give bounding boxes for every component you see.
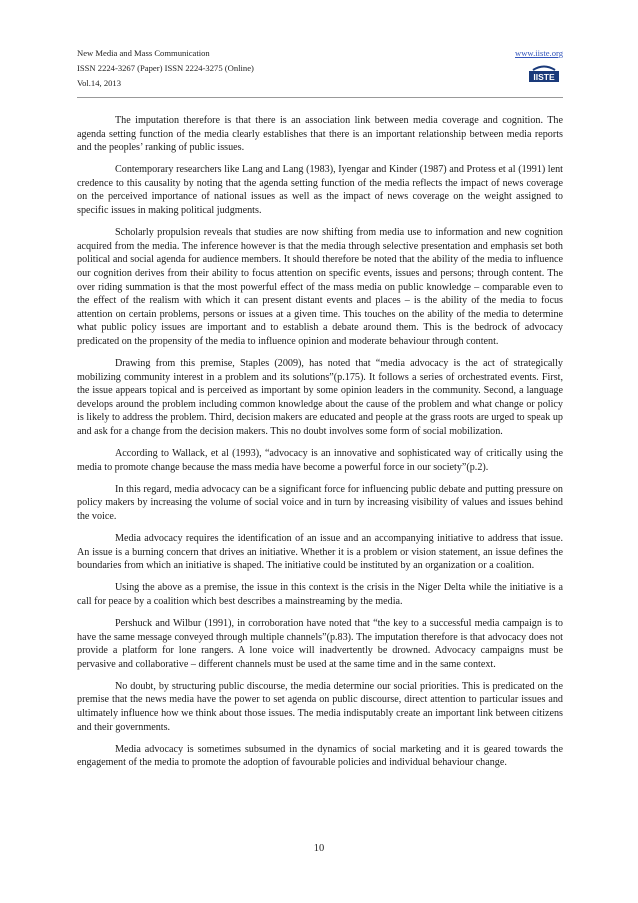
- issn-line: ISSN 2224-3267 (Paper) ISSN 2224-3275 (Online): [77, 63, 254, 73]
- paragraph: According to Wallack, et al (1993), “advocacy is an innovative and sophisticated way of critically using the media to promote change because the mass media have become a powerful force in our society”(p.2).: [77, 448, 563, 473]
- paragraph: Media advocacy requires the identification of an issue and an accompanying initiative to address that issue. An issue is a burning concern that drives an initiative. Whether it is a problem or vision statement, an issue defines the boundaries from which an initiative is shaped. The initiative could be instituted by an organization or a coalition.: [77, 533, 563, 572]
- page-number: 10: [313, 843, 325, 854]
- paragraph: Contemporary researchers like Lang and Lang (1983), Iyengar and Kinder (1987) and Protess et al (1991) lent credence to this causality by noting that the agenda setting function of the media reflects the impact of news coverage on the perceived importance of national issues as well as the impact of news coverage on the weight assigned to specific issues in making political judgments.: [77, 164, 563, 217]
- journal-info: [77, 46, 254, 91]
- body-text: [77, 114, 563, 778]
- paragraph: Drawing from this premise, Staples (2009), has noted that “media advocacy is the act of strategically mobilizing community interest in a problem and its solutions”(p.175). It follows a series of orchestrated events. First, the issue appears topical and is perceived as important by some opinion leaders in the community. Second, a language develops around the problem including common knowledge about the cause of the problem and what change or policy is likely to address the problem. Third, decision makers are educated and people at the grass roots are urged to speak up and ask for a change from the decision makers. This no doubt involves some form of social mobilization.: [77, 358, 563, 437]
- header-divider: [77, 97, 563, 98]
- iiste-logo-icon: [527, 63, 561, 83]
- logo-text: IISTE: [533, 72, 555, 82]
- website-link[interactable]: www.iiste.org: [515, 48, 563, 58]
- paragraph: Using the above as a premise, the issue in this context is the crisis in the Niger Delta while the initiative is a call for peace by a coalition which best describes a mainstreaming by the media.: [77, 582, 563, 607]
- journal-title: New Media and Mass Communication: [77, 48, 210, 58]
- paragraph: In this regard, media advocacy can be a significant force for influencing public debate and putting pressure on policy makers by increasing the volume of social voice and in turn by increasing visibility of values and issues behind the voice.: [77, 483, 563, 522]
- paragraph: The imputation therefore is that there is an association link between media coverage and cognition. The agenda setting function of the media clearly establishes that there is an important relationship between media reports and the peoples’ ranking of public issues.: [77, 115, 563, 154]
- volume-line: Vol.14, 2013: [77, 78, 122, 88]
- paragraph: Pershuck and Wilbur (1991), in corroboration have noted that “the key to a successful media campaign is to have the same message conveyed through multiple channels”(p.83). The imputation therefore is that advocacy does not provide a platform for lone rangers. A lone voice will inadvertently be drowned. Advocacy campaigns must be pervasive and collaborative – different channels must be used at the same time and in the same context.: [77, 618, 563, 670]
- page-header: [77, 46, 563, 92]
- paragraph: Media advocacy is sometimes subsumed in the dynamics of social marketing and it is geared towards the engagement of the media to promote the adoption of favourable policies and individual behaviour change.: [77, 743, 563, 769]
- paragraph: Scholarly propulsion reveals that studies are now shifting from media use to information and new cognition acquired from the media. The inference however is that the media through selective presentation and emphasis set both political and social agenda for audience members. It should therefore be noted that the ability of the media to influence our cognition derives from their ability to focus attention on specific events, issues and persons; through content. The over riding summation is that the most powerful effect of the mass media on public knowledge – comparable even to the effect of the realism with which it can present distant events and places – is the ability of the media to focus attention on certain problems, persons or issues at a given time. This touches on the ability of the media to determine what public policy issues are important and to establish a debate around them. This is the bedrock of advocacy predicated on the propensity of the media to influence opinion and moderate behaviour through content.: [77, 227, 563, 347]
- paragraph: No doubt, by structuring public discourse, the media determine our social priorities. This is predicated on the premise that the news media have the power to set agenda on public discourse, direct attention to particular issues and ultimately influence how we think about those issues. The media indisputably create an important link between citizens and their governments.: [77, 680, 563, 733]
- header-right: [515, 46, 563, 61]
